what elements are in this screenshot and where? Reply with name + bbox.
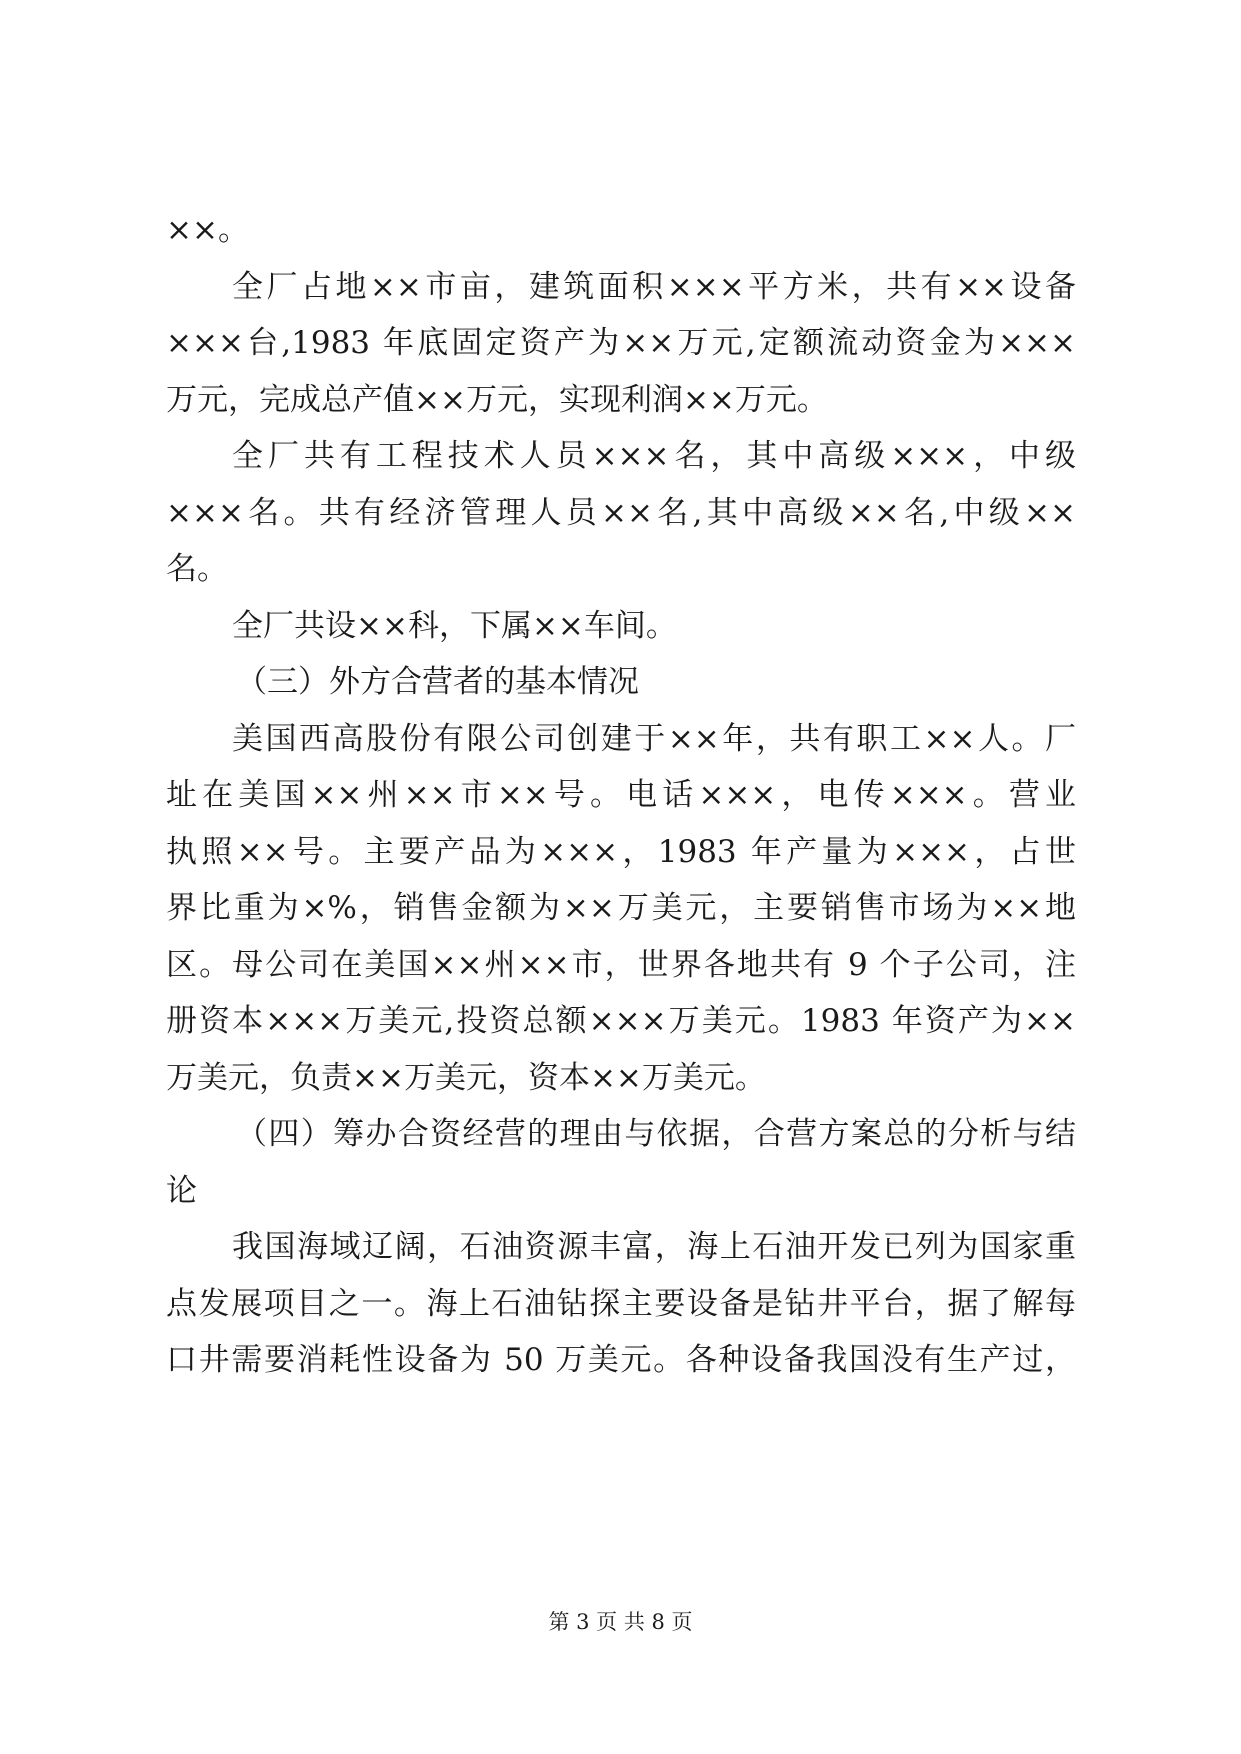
text-line: 册资本×××万美元,投资总额×××万美元。1983 年资产为×× (166, 1003, 1076, 1039)
text-line: 址在美国××州××市××号。电话×××，电传×××。营业 (166, 777, 1076, 813)
paragraph-line: 我国海域辽阔，石油资源丰富，海上石油开发已列为国家重 (232, 1229, 1076, 1265)
section-heading: （四）筹办合资经营的理由与依据，合营方案总的分析与结 (236, 1116, 1076, 1152)
text-line: 万美元，负责××万美元，资本××万美元。 (166, 1060, 766, 1096)
section-heading-continuation: 论 (166, 1173, 197, 1209)
text-line: ×××台,1983 年底固定资产为××万元,定额流动资金为××× (166, 325, 1076, 361)
paragraph-line: 全厂占地××市亩，建筑面积×××平方米，共有××设备 (232, 269, 1076, 305)
paragraph-line: 全厂共有工程技术人员×××名，其中高级×××，中级 (232, 438, 1076, 474)
text-line: 区。母公司在美国××州××市，世界各地共有 9 个子公司，注 (166, 947, 1076, 983)
page-number-footer: 第 3 页 共 8 页 (548, 1610, 693, 1634)
text-line: 口井需要消耗性设备为 50 万美元。各种设备我国没有生产过， (166, 1342, 1076, 1378)
text-line: ×××名。共有经济管理人员××名,其中高级××名,中级×× (166, 495, 1076, 531)
text-line: 万元，完成总产值××万元，实现利润××万元。 (166, 382, 828, 418)
text-line: 执照××号。主要产品为×××，1983 年产量为×××，占世 (166, 834, 1076, 870)
section-heading: （三）外方合营者的基本情况 (236, 664, 639, 700)
paragraph-line: 全厂共设××科，下属××车间。 (232, 608, 677, 644)
paragraph-line: 美国西高股份有限公司创建于××年，共有职工××人。厂 (232, 721, 1076, 757)
text-line: 点发展项目之一。海上石油钻探主要设备是钻井平台，据了解每 (166, 1286, 1076, 1322)
text-line: ××。 (166, 212, 249, 248)
text-line: 名。 (166, 551, 228, 587)
text-line: 界比重为×%，销售金额为××万美元，主要销售市场为××地 (166, 890, 1076, 926)
